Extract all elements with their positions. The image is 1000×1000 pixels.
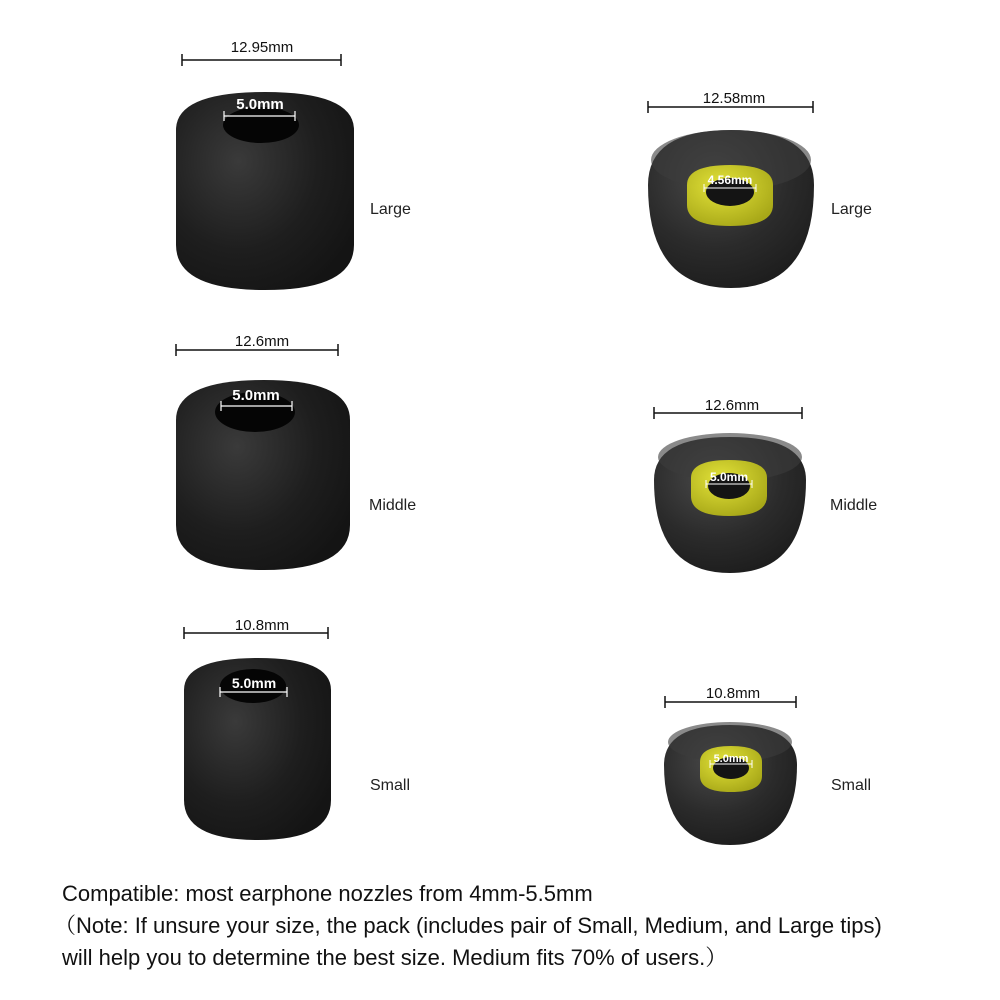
caption-line-1: Compatible: most earphone nozzles from 4mm-5.5mm xyxy=(62,881,593,906)
silicone-middle-outer-text: 12.6mm xyxy=(704,397,760,414)
silicone-small-label: Small xyxy=(831,777,872,794)
silicone-small-bore-text: 5.0mm xyxy=(713,753,749,765)
caption-line-2: （Note: If unsure your size, the pack (includes pair of Small, Medium, and Large tips) xyxy=(54,913,882,938)
foam-large-outer-text: 12.95mm xyxy=(230,39,294,56)
foam-middle-outer-text: 12.6mm xyxy=(234,333,290,350)
foam-small-outer-text: 10.8mm xyxy=(234,617,290,634)
silicone-large-label: Large xyxy=(831,201,872,218)
foam-tip-large xyxy=(176,39,354,290)
compatibility-caption xyxy=(54,878,982,974)
silicone-small-outer-text: 10.8mm xyxy=(705,685,761,702)
silicone-large-outer-dimension xyxy=(648,90,813,113)
silicone-large-outer-text: 12.58mm xyxy=(702,90,766,107)
foam-middle-bore-text: 5.0mm xyxy=(232,387,280,404)
foam-middle-outer-dimension xyxy=(176,333,338,356)
caption-line-3: will help you to determine the best size. Medium fits 70% of users.） xyxy=(62,945,728,970)
silicone-tip-middle xyxy=(654,397,806,573)
silicone-middle-label: Middle xyxy=(830,497,878,514)
silicone-tip-small xyxy=(664,685,797,845)
foam-middle-label: Middle xyxy=(369,497,417,514)
foam-small-outer-dimension xyxy=(184,617,328,639)
foam-large-label: Large xyxy=(370,201,411,218)
silicone-large-bore-text: 4.56mm xyxy=(707,173,753,187)
silicone-tip-large xyxy=(648,90,814,288)
foam-tip-small xyxy=(184,617,331,840)
foam-small-bore-text: 5.0mm xyxy=(231,675,277,691)
silicone-middle-bore-text: 5.0mm xyxy=(709,470,749,484)
foam-small-label: Small xyxy=(370,777,411,794)
foam-large-outer-dimension xyxy=(182,39,341,66)
foam-large-bore-text: 5.0mm xyxy=(236,96,284,113)
silicone-small-outer-dimension xyxy=(665,685,796,708)
silicone-middle-outer-dimension xyxy=(654,397,802,419)
foam-tip-middle xyxy=(176,333,350,570)
